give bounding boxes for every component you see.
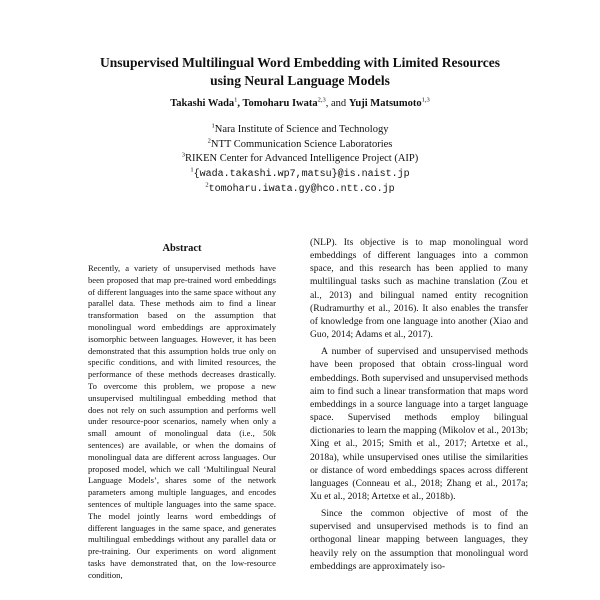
body-paragraph: Since the common objective of most of the supervised and unsupervised methods is to find an orthogonal linear mapping between languages, they heavily rely on the assumption that monolingual word embeddings are approximately iso- — [310, 508, 528, 572]
paper-title — [60, 54, 540, 90]
affiliation: $^2$NTT Communication Science Laboratories — [207, 137, 393, 150]
body-column — [310, 236, 528, 573]
author-name: Takashi Wada — [170, 98, 235, 109]
abstract-heading: Abstract — [162, 243, 202, 254]
author-name: Tomoharu Iwata — [242, 98, 318, 109]
email-address[interactable]: $^2$tomoharu.iwata.gy@hco.ntt.co.jp — [205, 181, 395, 196]
author-affil-mark: 1,3 — [421, 96, 430, 104]
email-address[interactable]: $^1${wada.takashi.wp7,matsu}@is.naist.jp — [190, 166, 410, 180]
affiliation: $^3$RIKEN Center for Advanced Intelligence Project (AIP) — [181, 151, 419, 165]
affiliation: $^1$Nara Institute of Science and Technology — [211, 122, 389, 135]
abstract-text: Recently, a variety of unsupervised methods have been proposed that map pre-trained word embeddings of different languages into the same space without any parallel data. These methods aim to find a linear transformation based on the assumption that monolingual word embeddings are approximately isomorphic between languages. However, it has been demonstrated that this assumption holds true only on specific conditions, and with limited resources, the performance of these methods decreases drastically. To overcome this problem, we propose a new unsupervised multilingual embedding method that does not rely on such assumption and performs well under resource-poor scenarios, namely when only a small amount of monolingual data (i.e., 50k sentences) are available, or when the domains of monolingual data are different across languages. Our proposed model, which we call ‘Multilingual Neural Language Models’, shares some of the network parameters among multiple languages, and encodes sentences of multiple languages into the same space. The model jointly learns word embeddings of different languages in the same space, and generates multilingual embeddings without any parallel data or pre-training. Our experiments on word alignment tasks have demonstrated that, on the low-resource condition, — [88, 263, 276, 580]
author-affil-mark: 2,3 — [317, 96, 326, 104]
author-name: Yuji Matsumoto — [348, 98, 422, 109]
paper-title-line-1: Unsupervised Multilingual Word Embedding with Limited Resources — [99, 55, 501, 70]
affiliation-block — [60, 123, 540, 198]
body-paragraph: (NLP). Its objective is to map monolingual word embeddings of different languages into a common space, and this research has been applied to many multilingual tasks such as machine translation (Zou et al., 2013) and bilingual named entity recognition (Rudramurthy et al., 2016). It also enables the transfer of knowledge from one language into another (Xiao and Guo, 2014; Adams et al., 2017). — [310, 237, 528, 341]
author-affil-mark: 1 — [234, 96, 238, 104]
body-paragraph: A number of supervised and unsupervised methods have been proposed that obtain cross-lingual word embeddings. Both supervised and unsupervised methods aim to find such a linear transformation that maps word embeddings in a source language into a target language space. Supervised methods employ bilingual dictionaries to learn the mapping (Mikolov et al., 2013b; Xing et al., 2015; Smith et al., 2017; Artetxe et al., 2018a), while unsupervised ones utilise the similarities or distance of word embeddings spaces across different languages (Conneau et al., 2018; Zhang et al., 2017a; Xu et al., 2018; Artetxe et al., 2018b). — [310, 346, 528, 502]
author-list: Takashi Wada$^1$, Tomoharu Iwata$^{2,3}$, and Yuji Matsumoto$^{1,3}$ — [170, 96, 430, 109]
paper-title-line-2: using Neural Language Models — [210, 73, 390, 88]
